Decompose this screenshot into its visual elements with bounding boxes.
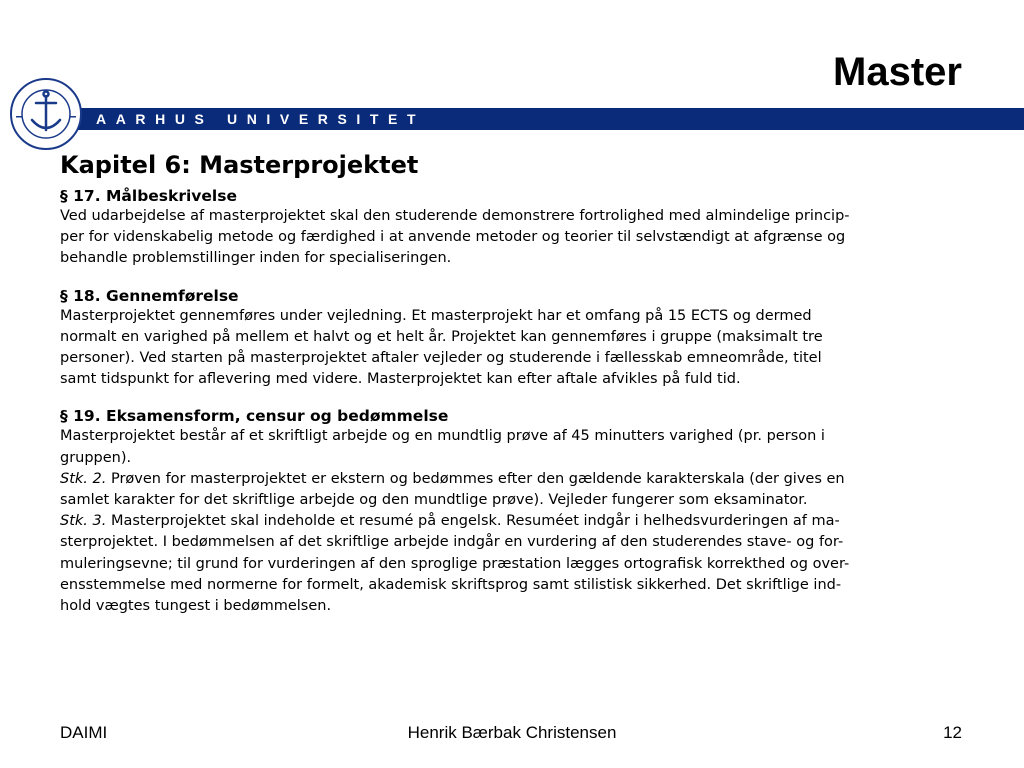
footer-left: DAIMI (60, 723, 108, 742)
text-line: Masterprojektet gennemføres under vejledning. Et masterprojekt har et omfang på 15 ECTS og dermed (60, 307, 812, 324)
section-19-text (60, 426, 960, 617)
text-line: personer). Ved starten på masterprojektet aftaler vejleder og studerende i fællesskab emneområde, titel (60, 350, 822, 367)
university-seal-logo (8, 76, 84, 152)
text-line: samt tidspunkt for aflevering med videre. Masterprojektet kan efter aftale afvikles på fuld tid. (60, 371, 741, 388)
text-line: behandle problemstillinger inden for specialiseringen. (60, 250, 452, 267)
university-banner (72, 108, 1024, 130)
text-line (60, 511, 960, 532)
university-name: AARHUS UNIVERSITET (96, 111, 426, 127)
stk3-text: Masterprojektet skal indeholde et resumé på engelsk. Resuméet indgår i helhedsvurderingen af ma- (106, 513, 840, 530)
slide-title: Master (833, 50, 962, 94)
text-line: normalt en varighed på mellem et halvt og et helt år. Projektet kan gennemføres i gruppe (maksimalt tre (60, 328, 823, 345)
section-17-text (60, 206, 960, 270)
chapter-title: Kapitel 6: Masterprojektet (60, 151, 419, 179)
footer-author: Henrik Bærbak Christensen (407, 723, 617, 742)
text-line: hold vægtes tungest i bedømmelsen. (60, 598, 332, 615)
text-line: Ved udarbejdelse af masterprojektet skal den studerende demonstrere fortrolighed med almindelige princip- (60, 208, 850, 224)
stk3-label: Stk. 3. (60, 513, 107, 530)
text-line: gruppen). (60, 449, 132, 466)
regulation-document (60, 150, 960, 617)
text-line: ensstemmelse med normerne for formelt, akademisk skriftsprog samt stilistisk sikkerhed. Det skriftlige ind- (60, 576, 842, 593)
section-18-text (60, 306, 960, 391)
text-line: muleringsevne; til grund for vurderingen af den sproglige præstation lægges ortografisk korrekthed og over- (60, 555, 850, 572)
section-18-heading: § 18. Gennemførelse (60, 286, 239, 305)
text-line: per for videnskabelig metode og færdighed i at anvende metoder og teorier til selvstændigt at afgrænse og (60, 229, 846, 246)
stk2-label: Stk. 2. (60, 470, 107, 487)
text-line: Masterprojektet består af et skriftligt arbejde og en mundtlig prøve af 45 minutters varighed (pr. person i (60, 428, 825, 445)
section-17-heading: § 17. Målbeskrivelse (60, 187, 237, 205)
text-line: sterprojektet. I bedømmelsen af det skriftlige arbejde indgår en vurdering af den studerendes stave- og for- (60, 534, 844, 551)
slide-number: 12 (943, 723, 962, 742)
stk2-text: Prøven for masterprojektet er ekstern og bedømmes efter den gældende karakterskala (der gives en (106, 470, 845, 487)
text-line (60, 469, 960, 490)
text-line: samlet karakter for det skriftlige arbejde og den mundtlige prøve). Vejleder fungerer som eksaminator. (60, 492, 808, 509)
section-19-heading: § 19. Eksamensform, censur og bedømmelse (60, 407, 449, 426)
